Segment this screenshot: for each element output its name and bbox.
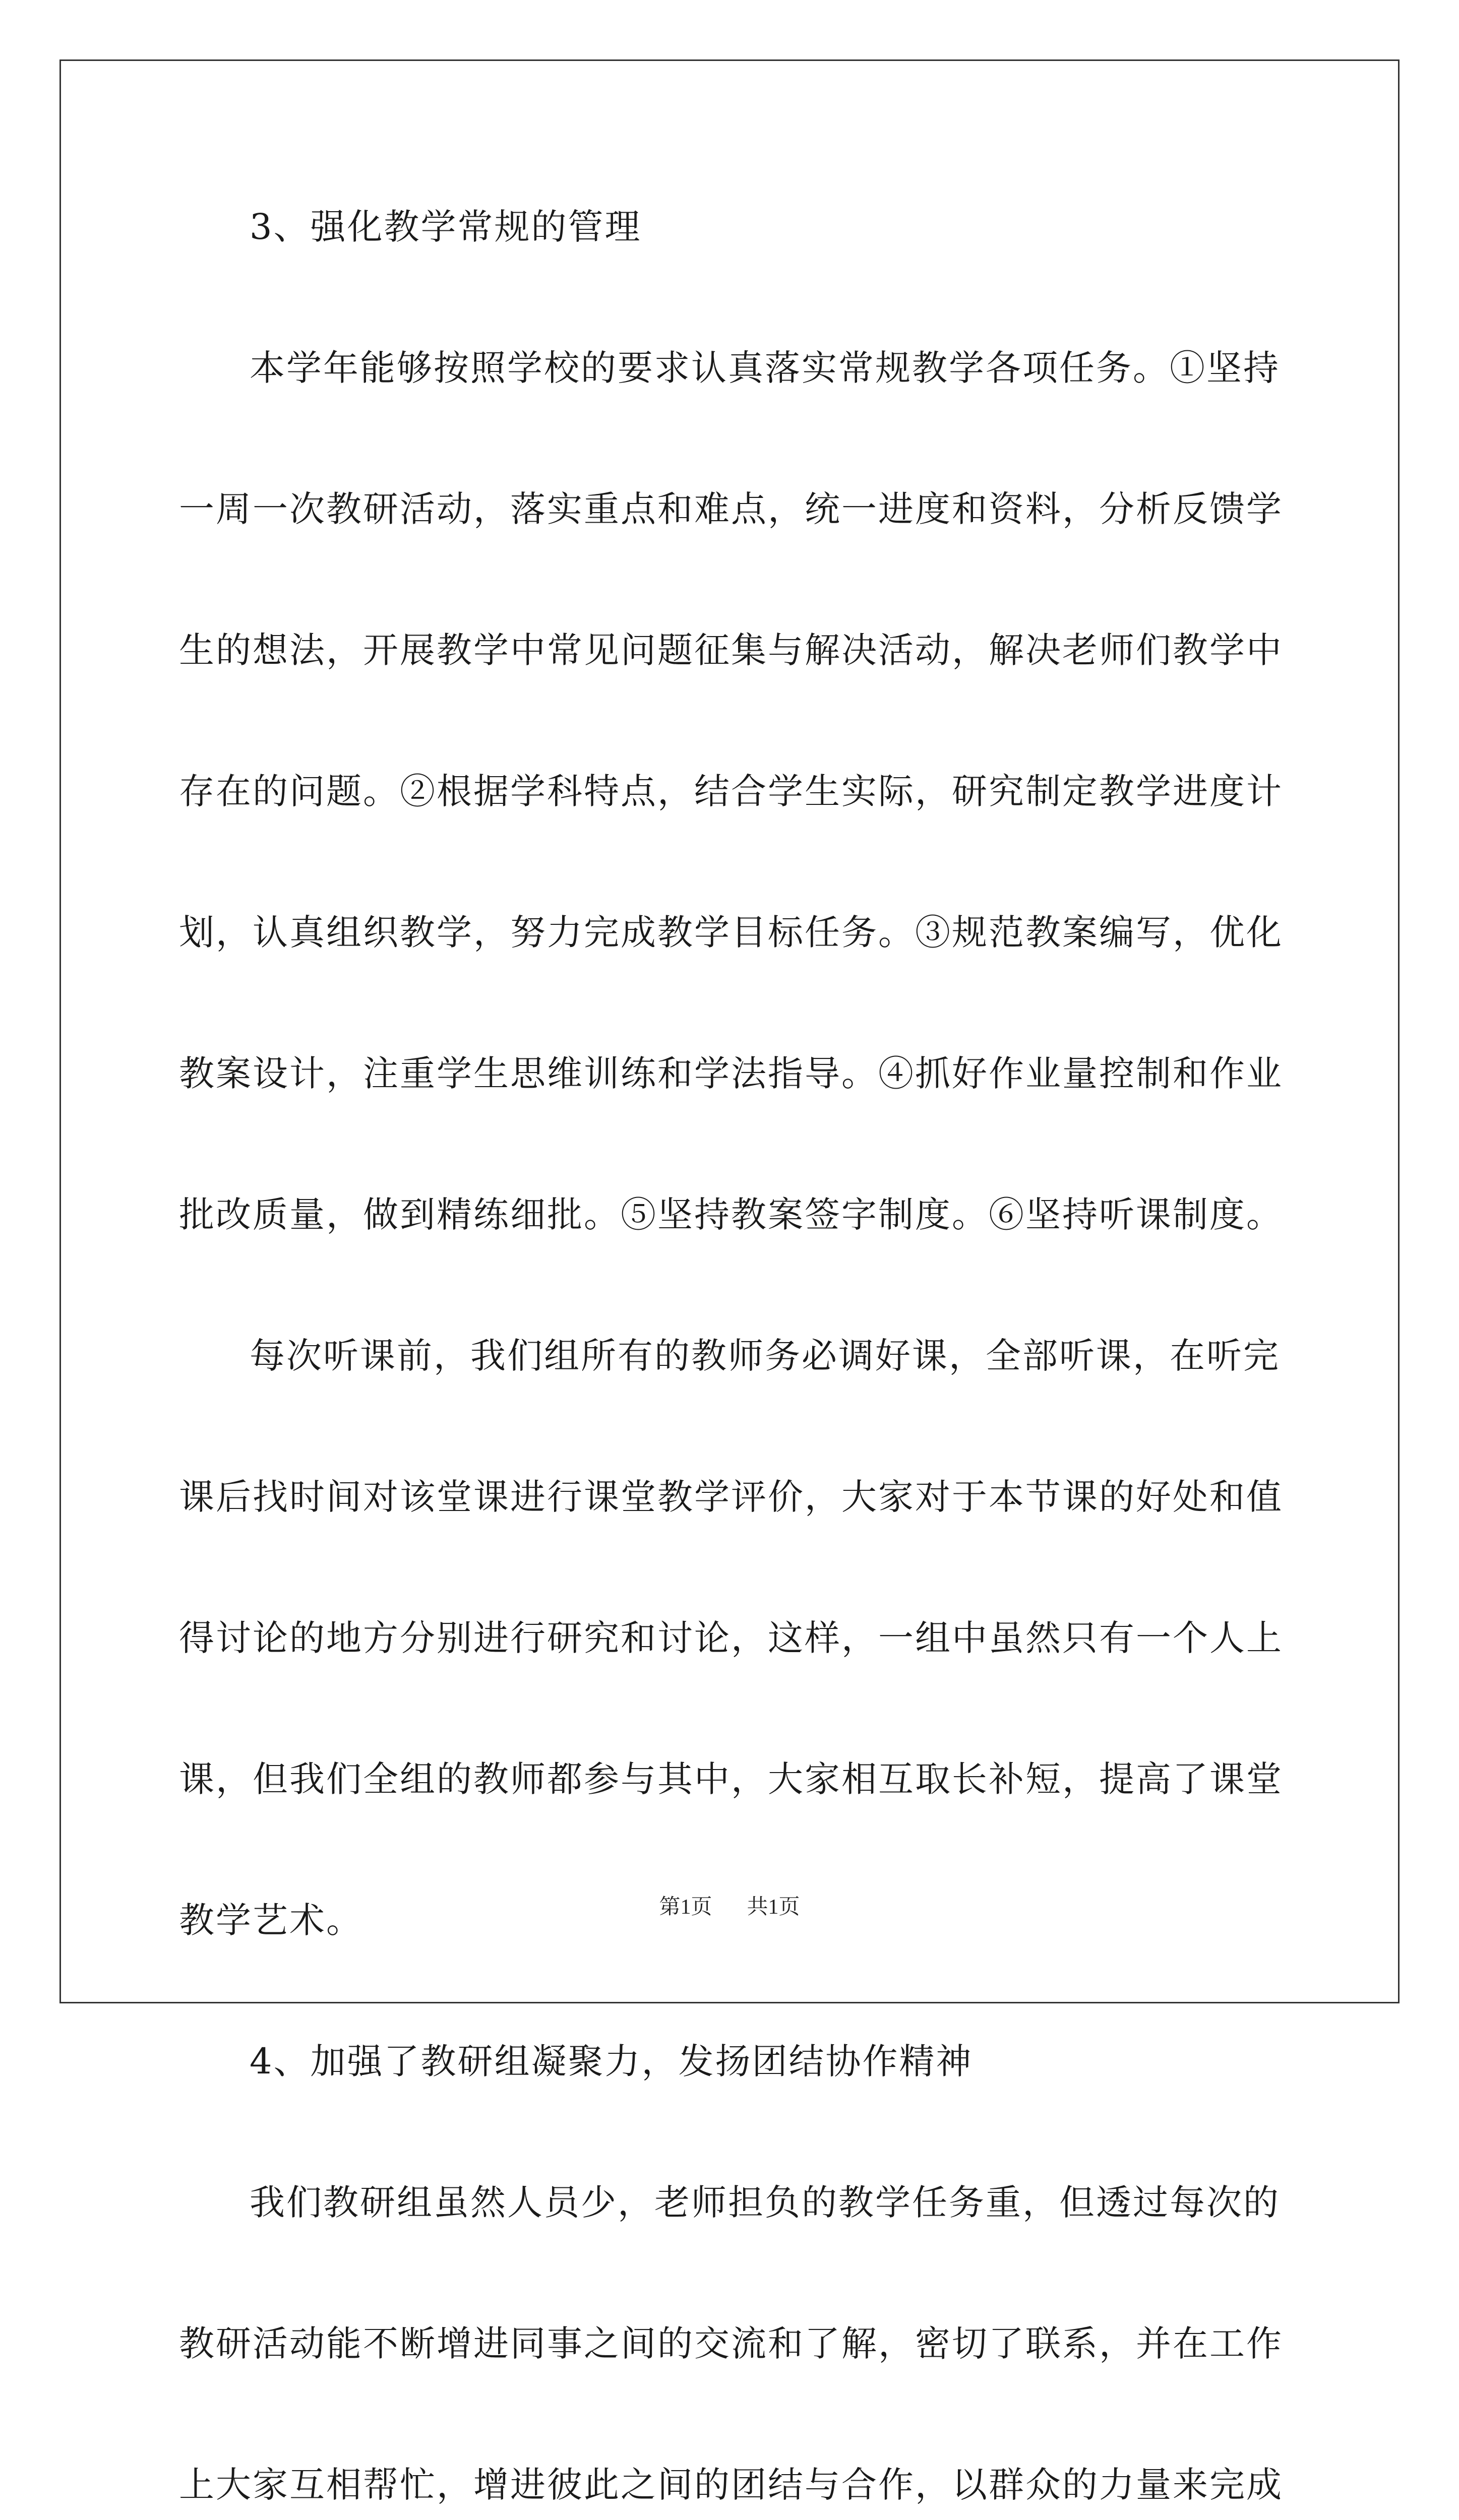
text-line: 每次听课前，我们组所有的教师务必调好课，全部听课，在听完 [250, 1335, 1280, 1376]
text-line: 课后找时间对该堂课进行课堂教学评价，大家对于本节课的好处和值 [179, 1476, 1283, 1518]
text-line: 4、加强了教研组凝聚力，发扬团结协作精神 [250, 2041, 973, 2082]
document-body [179, 192, 1283, 2520]
text-line: 上大家互相帮忙，增进彼此之间的团结与合作，以群众的力量来完成 [179, 2464, 1283, 2505]
text-line: 3、强化教学常规的管理 [250, 206, 642, 247]
text-line: 教案设计，注重学生思维训练和学法指导。④抓好作业量控制和作业 [179, 1053, 1283, 1094]
text-line: 教研活动能不断增进同事之间的交流和了解，密切了联系，并在工作 [179, 2323, 1283, 2364]
page-total: 共1页 [747, 1896, 800, 1919]
page-number: 第1页 [659, 1896, 712, 1919]
text-line: 划，认真组织教学，努力完成教学目标任务。③规范教案编写，优化 [179, 912, 1283, 953]
text-line: 本学年能够按照学校的要求认真落实常规教学各项任务。①坚持 [250, 347, 1280, 389]
text-line: 存在的问题。②根据学科特点，结合学生实际，研究制定教学进度计 [179, 771, 1283, 812]
text-line: 教学艺术。 [179, 1900, 363, 1941]
text-line: 我们教研组虽然人员少，老师担负的教学任务重，但透过每次的 [250, 2182, 1280, 2223]
text-line: 一周一次教研活动，落实重点和难点，统一进度和资料，分析反馈学 [179, 488, 1283, 530]
text-line: 课，但我们全组的教师都参与其中，大家相互取长补短，提高了课堂 [179, 1758, 1283, 1800]
page-footer [0, 1890, 1459, 1920]
text-line: 批改质量，做到精练细批。⑤坚持教案签字制度。⑥坚持听课制度。 [179, 1194, 1283, 1235]
text-line: 生的想法，开展教学中常见问题征集与解决活动，解决老师们教学中 [179, 629, 1283, 671]
text-line: 得讨论的地方分别进行研究和讨论，这样，一组中虽然只有一个人上 [179, 1617, 1283, 1659]
